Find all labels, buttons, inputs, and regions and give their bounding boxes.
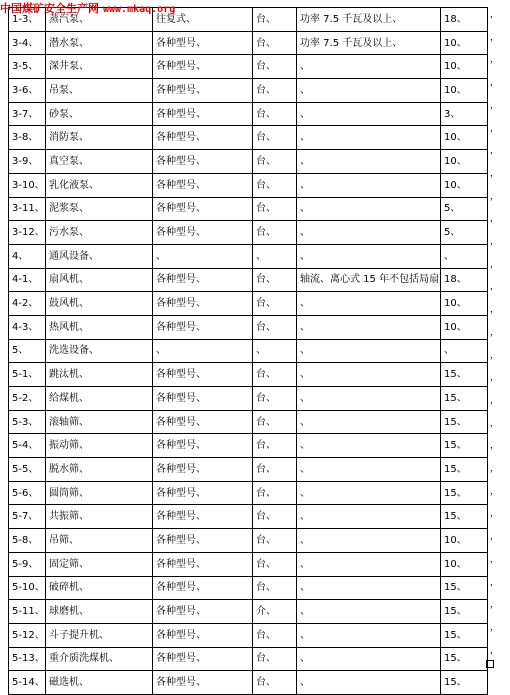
years-cell: 10、: [441, 150, 488, 174]
years-cell: 15、: [441, 671, 488, 695]
remark-cell: 、: [297, 387, 441, 411]
table-row: [9, 552, 488, 576]
years-cell: 15、: [441, 387, 488, 411]
row-end-mark: ，: [490, 577, 500, 588]
watermark-site-name: 中国煤矿安全生产网: [0, 2, 99, 15]
table-row: [9, 126, 488, 150]
table-row: [9, 410, 488, 434]
model-cell: 各种型号、: [153, 221, 253, 245]
model-cell: 各种型号、: [153, 197, 253, 221]
item-number-cell: 5-9、: [9, 552, 46, 576]
remark-cell: 、: [297, 623, 441, 647]
watermark-url: www.mkaq.org: [103, 4, 176, 15]
equipment-name-cell: 洗选设备、: [46, 339, 153, 363]
remark-cell: 、: [297, 481, 441, 505]
table-row: [9, 600, 488, 624]
remark-cell: 、: [297, 315, 441, 339]
item-number-cell: 5-13、: [9, 647, 46, 671]
unit-cell: 台、: [253, 8, 297, 32]
equipment-name-cell: 吊泵、: [46, 79, 153, 103]
row-end-mark: ，: [490, 373, 500, 384]
model-cell: 各种型号、: [153, 150, 253, 174]
item-number-cell: 3-12、: [9, 221, 46, 245]
model-cell: 各种型号、: [153, 173, 253, 197]
table-row: [9, 576, 488, 600]
model-cell: 各种型号、: [153, 505, 253, 529]
remark-cell: 、: [297, 458, 441, 482]
item-number-cell: 5、: [9, 339, 46, 363]
table-row: [9, 647, 488, 671]
years-cell: 10、: [441, 31, 488, 55]
model-cell: 往复式、: [153, 8, 253, 32]
unit-cell: 台、: [253, 197, 297, 221]
item-number-cell: 5-14、: [9, 671, 46, 695]
equipment-name-cell: 污水泵、: [46, 221, 153, 245]
unit-cell: 介、: [253, 600, 297, 624]
table-row: [9, 339, 488, 363]
unit-cell: 台、: [253, 268, 297, 292]
table-row: [9, 150, 488, 174]
item-number-cell: 3-5、: [9, 55, 46, 79]
model-cell: 各种型号、: [153, 529, 253, 553]
remark-cell: 功率 7.5 千瓦及以上、: [297, 8, 441, 32]
table-row: [9, 387, 488, 411]
remark-cell: 、: [297, 55, 441, 79]
table-row: [9, 197, 488, 221]
item-number-cell: 4-3、: [9, 315, 46, 339]
unit-cell: 台、: [253, 102, 297, 126]
row-end-mark: ，: [490, 123, 500, 134]
years-cell: 、: [441, 339, 488, 363]
table-row: [9, 79, 488, 103]
item-number-cell: 5-5、: [9, 458, 46, 482]
unit-cell: 台、: [253, 529, 297, 553]
years-cell: 3、: [441, 102, 488, 126]
table-row: [9, 221, 488, 245]
remark-cell: 、: [297, 339, 441, 363]
equipment-name-cell: 斗子提升机、: [46, 623, 153, 647]
item-number-cell: 3-9、: [9, 150, 46, 174]
table-row: [9, 434, 488, 458]
watermark: [0, 0, 175, 16]
remark-cell: 、: [297, 505, 441, 529]
years-cell: 15、: [441, 410, 488, 434]
table-row: [9, 31, 488, 55]
table-row: [9, 363, 488, 387]
model-cell: 各种型号、: [153, 126, 253, 150]
unit-cell: 台、: [253, 671, 297, 695]
row-end-mark: ，: [490, 78, 500, 89]
unit-cell: 台、: [253, 434, 297, 458]
unit-cell: 台、: [253, 363, 297, 387]
model-cell: 各种型号、: [153, 31, 253, 55]
table-row: [9, 244, 488, 268]
unit-cell: 台、: [253, 458, 297, 482]
row-end-mark: ，: [490, 418, 500, 429]
table-row: [9, 55, 488, 79]
row-end-mark: ，: [490, 327, 500, 338]
table-row: [9, 458, 488, 482]
equipment-name-cell: 乳化液泵、: [46, 173, 153, 197]
unit-cell: 台、: [253, 55, 297, 79]
years-cell: 15、: [441, 623, 488, 647]
row-end-mark: ，: [490, 464, 500, 474]
row-end-mark: ，: [490, 55, 500, 66]
remark-cell: 、: [297, 102, 441, 126]
item-number-cell: 5-7、: [9, 505, 46, 529]
remark-cell: 功率 7.5 千瓦及以上、: [297, 31, 441, 55]
row-end-mark: ，: [490, 168, 500, 179]
remark-cell: 、: [297, 197, 441, 221]
remark-cell: 、: [297, 363, 441, 387]
model-cell: 各种型号、: [153, 268, 253, 292]
years-cell: 5、: [441, 221, 488, 245]
item-number-cell: 4-1、: [9, 268, 46, 292]
model-cell: 各种型号、: [153, 410, 253, 434]
remark-cell: 、: [297, 173, 441, 197]
item-number-cell: 3-6、: [9, 79, 46, 103]
model-cell: 各种型号、: [153, 434, 253, 458]
model-cell: 各种型号、: [153, 102, 253, 126]
remark-cell: 、: [297, 576, 441, 600]
table-row: [9, 529, 488, 553]
row-end-mark: ，: [490, 622, 500, 633]
remark-cell: 轴流、离心式 15 年不包括局扇: [297, 268, 441, 292]
years-cell: 10、: [441, 292, 488, 316]
model-cell: 各种型号、: [153, 79, 253, 103]
equipment-name-cell: 脱水筛、: [46, 458, 153, 482]
equipment-name-cell: 砂泵、: [46, 102, 153, 126]
equipment-name-cell: 通风设备、: [46, 244, 153, 268]
row-end-mark: ，: [490, 509, 500, 520]
row-end-mark: ，: [490, 395, 500, 406]
row-end-mark: ，: [490, 214, 500, 225]
unit-cell: 、: [253, 244, 297, 268]
model-cell: 、: [153, 244, 253, 268]
table-row: [9, 268, 488, 292]
table-row: [9, 505, 488, 529]
years-cell: 15、: [441, 647, 488, 671]
table-row: [9, 102, 488, 126]
equipment-name-cell: 圆筒筛、: [46, 481, 153, 505]
remark-cell: 、: [297, 529, 441, 553]
row-end-mark: ，: [490, 486, 500, 497]
unit-cell: 台、: [253, 576, 297, 600]
remark-cell: 、: [297, 647, 441, 671]
model-cell: 各种型号、: [153, 623, 253, 647]
equipment-name-cell: 深井泵、: [46, 55, 153, 79]
remark-cell: 、: [297, 221, 441, 245]
row-end-mark: ，: [490, 600, 500, 611]
years-cell: 15、: [441, 458, 488, 482]
item-number-cell: 4-2、: [9, 292, 46, 316]
years-cell: 10、: [441, 55, 488, 79]
row-end-mark: ，: [490, 554, 500, 565]
remark-cell: 、: [297, 600, 441, 624]
years-cell: 18、: [441, 8, 488, 32]
model-cell: 各种型号、: [153, 552, 253, 576]
years-cell: 18、: [441, 268, 488, 292]
unit-cell: 台、: [253, 173, 297, 197]
table-row: [9, 671, 488, 695]
row-end-mark: ，: [490, 191, 500, 202]
row-end-mark: ，: [490, 146, 500, 157]
unit-cell: 台、: [253, 410, 297, 434]
years-cell: 10、: [441, 552, 488, 576]
table-row: [9, 292, 488, 316]
model-cell: 各种型号、: [153, 481, 253, 505]
equipment-name-cell: 共振筛、: [46, 505, 153, 529]
years-cell: 15、: [441, 505, 488, 529]
model-cell: 各种型号、: [153, 576, 253, 600]
unit-cell: 台、: [253, 31, 297, 55]
equipment-name-cell: 鼓风机、: [46, 292, 153, 316]
equipment-name-cell: 固定筛、: [46, 552, 153, 576]
item-number-cell: 5-12、: [9, 623, 46, 647]
equipment-name-cell: 振动筛、: [46, 434, 153, 458]
equipment-name-cell: 泥浆泵、: [46, 197, 153, 221]
item-number-cell: 3-11、: [9, 197, 46, 221]
equipment-name-cell: 给煤机、: [46, 387, 153, 411]
unit-cell: 台、: [253, 505, 297, 529]
row-end-mark: ，: [490, 282, 500, 293]
years-cell: 5、: [441, 197, 488, 221]
equipment-table: [8, 7, 488, 695]
row-end-mark: ，: [490, 441, 500, 452]
row-end-mark: ，: [490, 10, 500, 20]
row-end-mark: ，: [490, 305, 500, 316]
table-row: [9, 623, 488, 647]
model-cell: 各种型号、: [153, 647, 253, 671]
model-cell: 各种型号、: [153, 363, 253, 387]
item-number-cell: 5-1、: [9, 363, 46, 387]
equipment-table-body: [9, 8, 488, 695]
remark-cell: 、: [297, 552, 441, 576]
remark-cell: 、: [297, 244, 441, 268]
item-number-cell: 3-8、: [9, 126, 46, 150]
equipment-name-cell: 跳汰机、: [46, 363, 153, 387]
remark-cell: 、: [297, 410, 441, 434]
item-number-cell: 5-4、: [9, 434, 46, 458]
unit-cell: 台、: [253, 623, 297, 647]
item-number-cell: 5-8、: [9, 529, 46, 553]
years-cell: 10、: [441, 173, 488, 197]
years-cell: 10、: [441, 529, 488, 553]
item-number-cell: 4、: [9, 244, 46, 268]
equipment-name-cell: 扇风机、: [46, 268, 153, 292]
years-cell: 15、: [441, 363, 488, 387]
row-end-mark: ，: [490, 259, 500, 270]
equipment-name-cell: 热风机、: [46, 315, 153, 339]
equipment-name-cell: 破碎机、: [46, 576, 153, 600]
item-number-cell: 5-3、: [9, 410, 46, 434]
item-number-cell: 1-3、: [9, 8, 46, 32]
unit-cell: 台、: [253, 221, 297, 245]
unit-cell: 台、: [253, 387, 297, 411]
remark-cell: 、: [297, 126, 441, 150]
row-end-mark: ，: [490, 350, 500, 361]
remark-cell: 、: [297, 671, 441, 695]
years-cell: 15、: [441, 481, 488, 505]
unit-cell: 台、: [253, 315, 297, 339]
model-cell: 各种型号、: [153, 292, 253, 316]
equipment-name-cell: 磁选机、: [46, 671, 153, 695]
remark-cell: 、: [297, 150, 441, 174]
equipment-name-cell: 潜水泵、: [46, 31, 153, 55]
row-end-mark: ，: [490, 32, 500, 43]
unit-cell: 台、: [253, 150, 297, 174]
item-number-cell: 3-10、: [9, 173, 46, 197]
equipment-name-cell: 滚轴筛、: [46, 410, 153, 434]
model-cell: 各种型号、: [153, 315, 253, 339]
equipment-name-cell: 重介质洗煤机、: [46, 647, 153, 671]
table-end-marker: [486, 660, 494, 668]
unit-cell: 台、: [253, 647, 297, 671]
remark-cell: 、: [297, 434, 441, 458]
row-end-mark: ，: [490, 100, 500, 111]
years-cell: 、: [441, 244, 488, 268]
table-row: [9, 173, 488, 197]
unit-cell: 台、: [253, 292, 297, 316]
row-end-mark: ，: [490, 645, 500, 656]
years-cell: 10、: [441, 79, 488, 103]
model-cell: 各种型号、: [153, 671, 253, 695]
item-number-cell: 3-7、: [9, 102, 46, 126]
remark-cell: 、: [297, 292, 441, 316]
unit-cell: 台、: [253, 552, 297, 576]
years-cell: 15、: [441, 576, 488, 600]
equipment-name-cell: 蒸汽泵、: [46, 8, 153, 32]
remark-cell: 、: [297, 79, 441, 103]
equipment-name-cell: 球磨机、: [46, 600, 153, 624]
item-number-cell: 5-2、: [9, 387, 46, 411]
model-cell: 各种型号、: [153, 387, 253, 411]
row-end-mark: ，: [490, 532, 500, 543]
model-cell: 各种型号、: [153, 458, 253, 482]
model-cell: 各种型号、: [153, 55, 253, 79]
item-number-cell: 3-4、: [9, 31, 46, 55]
years-cell: 15、: [441, 434, 488, 458]
table-row: [9, 481, 488, 505]
years-cell: 10、: [441, 126, 488, 150]
unit-cell: 台、: [253, 481, 297, 505]
years-cell: 15、: [441, 600, 488, 624]
item-number-cell: 5-11、: [9, 600, 46, 624]
unit-cell: 、: [253, 339, 297, 363]
model-cell: 各种型号、: [153, 600, 253, 624]
item-number-cell: 5-6、: [9, 481, 46, 505]
years-cell: 10、: [441, 315, 488, 339]
unit-cell: 台、: [253, 79, 297, 103]
table-row: [9, 315, 488, 339]
item-number-cell: 5-10、: [9, 576, 46, 600]
unit-cell: 台、: [253, 126, 297, 150]
equipment-name-cell: 吊筛、: [46, 529, 153, 553]
equipment-name-cell: 真空泵、: [46, 150, 153, 174]
model-cell: 、: [153, 339, 253, 363]
row-end-mark: ，: [490, 237, 500, 247]
equipment-name-cell: 消防泵、: [46, 126, 153, 150]
